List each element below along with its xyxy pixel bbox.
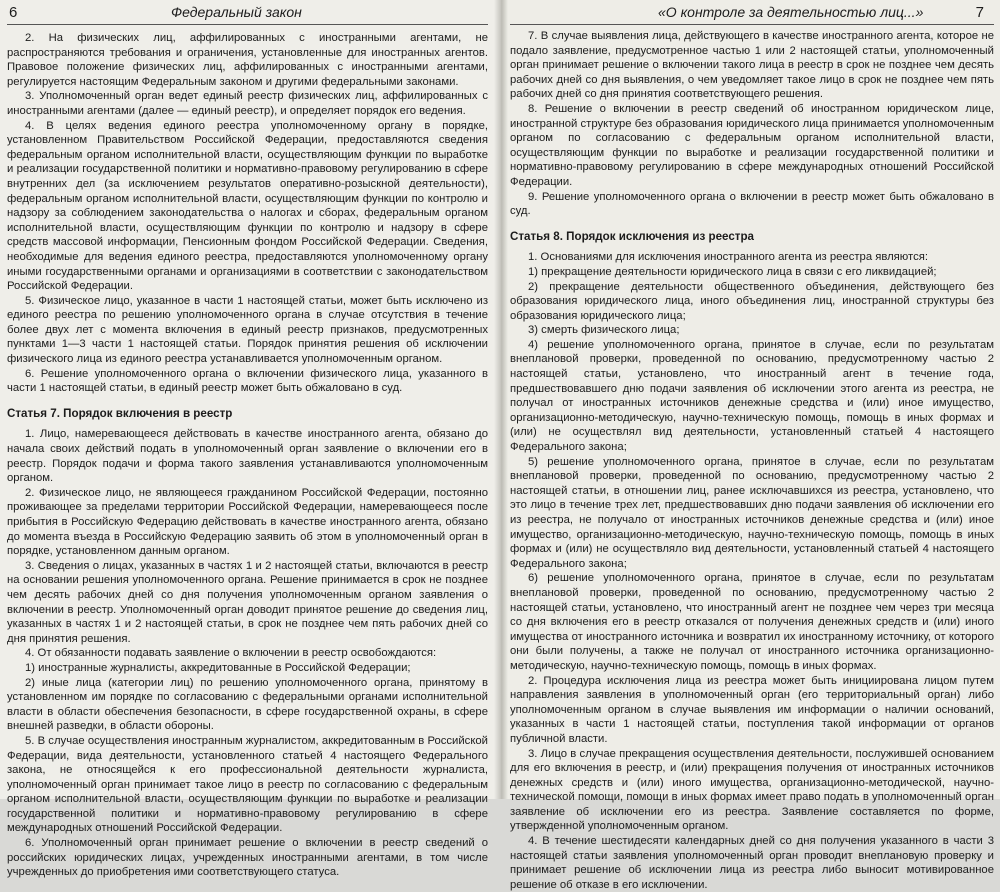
page-number: 7 [975, 4, 984, 21]
paragraph: 3) смерть физического лица; [528, 324, 680, 337]
page-body [7, 31, 488, 880]
running-title: «О контроле за деятельностью лиц...» [658, 4, 924, 20]
paragraph: 4. От обязанности подавать заявление о включении в реестр освобождаются: [25, 647, 437, 660]
paragraph: 2. Физическое лицо, не являющееся гражданином Российской Федерации, постоянно проживающее за пределами территории Российской Федерации, намеревающееся после прибытия в Российскую Федерацию действовать в качестве иностранного агента, обязано до момента въезда в Российскую Федерацию заявить об этом в уполномоченный орган в порядке, установленном данным органом. [7, 486, 488, 558]
paragraph: 2. Процедура исключения лица из реестра может быть инициирована лицом путем направления заявления в уполномоченный орган (его территориальный орган) либо уполномоченным органом в случае выявления им информации о наличии оснований, указанных в части 1 настоящей статьи, поступления такой информации от органов публичной власти. [510, 674, 994, 745]
paragraph: 3. Сведения о лицах, указанных в частях 1 и 2 настоящей статьи, включаются в реестр на основании решения уполномоченного органа. Решение принимается в срок не позднее чем десять рабочих дней со дня получения уполномоченным органом заявления о включении в реестр. Уполномоченный орган доводит принятое решение до сведения лиц, указанных в частях 1 и 2 настоящей статьи, в срок не позднее чем пять рабочих дней со дня принятия решения. [7, 559, 488, 645]
page-body [510, 29, 994, 892]
paragraph: 1) иностранные журналисты, аккредитованные в Российской Федерации; [25, 661, 411, 674]
paragraph: 4. В течение шестидесяти календарных дней со дня получения указанного в части 3 настоящей статьи заявления уполномоченный орган проводит внеплановую проверку и принимает решение об исключении лица из реестра либо выносит мотивированное решение об отказе в его исключении. [510, 835, 994, 891]
paragraph: 2) прекращение деятельности общественного объединения, действующего без образования юридического лица, иного объединения лиц, иностранной структуры без образования юридического лица; [510, 280, 994, 322]
paragraph: 1. Лицо, намеревающееся действовать в качестве иностранного агента, обязано до начала своих действий подать в уполномоченный орган заявление о включении его в реестр. Порядок подачи и форма такого заявления устанавливаются уполномоченным органом. [7, 428, 488, 485]
paragraph: 6. Уполномоченный орган принимает решение о включении в реестр сведений о российских юридических лицах, учрежденных иностранными агентами, в том числе учрежденных до приобретения ими соответствующего статуса. [7, 837, 488, 879]
paragraph: 4. В целях ведения единого реестра уполномоченному органу в порядке, установленном Правительством Российской Федерации, предоставляются сведения федеральным органом исполнительной власти, осуществляющим функции по выработке и реализации государственной политики и нормативно-правовому регулированию в сфере внутренних дел (за исключением результатов оперативно-розыскной деятельности), федеральным органом исполнительной власти, осуществляющим функции по контролю и надзору за соблюдением законодательства о налогах и сборах, федеральным органом исполнительной власти, осуществляющим функции по контролю и надзору в сфере средств массовой информации, Пенсионным фондом Российской Федерации. Сведения, необходимые для ведения единого реестра, предоставляются уполномоченному органу иными государственными органами и организациями в соответствии с законодательством Российской Федерации. [7, 119, 488, 293]
book-gutter [494, 0, 508, 799]
paragraph: 2) иные лица (категории лиц) по решению уполномоченного органа, принятому в установленном им порядке по согласованию с федеральными органами исполнительной власти в области обеспечения безопасности, в сфере государственной охраны, в сфере внешней разведки, в области обороны. [7, 676, 488, 733]
page-header [510, 0, 994, 25]
running-title: Федеральный закон [171, 4, 302, 20]
paragraph: 4) решение уполномоченного органа, принятое в случае, если по результатам внеплановой проверки, проведенной по основанию, предусмотренному частью 2 настоящей статьи, установлено, что иностранный агент в течение года, предшествовавшего дню подачи заявления об исключении этого агента из реестра, не получал от иностранных источников денежные средства и (или) иное имущество, организационно-методическую, научно-техническую помощь, помощь в иных формах и (или) не осуществлял вид деятельности, установленный статьей 4 настоящего Федерального закона; [510, 338, 994, 454]
paragraph: 5. В случае осуществления иностранным журналистом, аккредитованным в Российской Федерации, вида деятельности, установленного статьей 4 настоящего Федерального закона, не относящейся к его профессиональной деятельности журналиста, уполномоченный орган принимает такое лицо в реестр по согласованию с федеральным органом исполнительной власти, осуществляющим функции по выработке и реализации государственной политики и нормативно-правовому регулированию в сфере международных отношений Российской Федерации. [7, 734, 488, 835]
article-heading: Статья 7. Порядок включения в реестр [7, 406, 233, 420]
paragraph: 7. В случае выявления лица, действующего в качестве иностранного агента, которое не подало заявление, предусмотренное частью 1 или 2 настоящей статьи, уполномоченный орган принимает решение о включении такого лица в реестр в срок не позднее чем десять рабочих дней со дня выявления, о чем уведомляет такое лицо в срок не позднее чем пять рабочих дней со дня принятия соответствующего решения. [510, 30, 994, 101]
page-header [7, 0, 488, 25]
paragraph: 2. На физических лиц, аффилированных с иностранными агентами, не распространяются требования и ограничения, установленные для иностранных агентов. Правовое положение физических лиц, аффилированных с иностранными агентами, регулируется настоящим Федеральным законом и другими федеральными законами. [7, 32, 488, 88]
paragraph: 3. Уполномоченный орган ведет единый реестр физических лиц, аффилированных с иностранными агентами (далее — единый реестр), и определяет порядок его ведения. [7, 90, 488, 117]
paragraph: 1. Основаниями для исключения иностранного агента из реестра являются: [528, 251, 928, 264]
left-page [0, 0, 500, 879]
paragraph: 6. Решение уполномоченного органа о включении физического лица, указанного в части 1 настоящей статьи, в единый реестр может быть обжаловано в суд. [7, 367, 488, 395]
page-number: 6 [9, 4, 18, 21]
paragraph: 6) решение уполномоченного органа, принятое в случае, если по результатам внеплановой проверки, проведенной по основанию, предусмотренному частью 2 настоящей статьи, установлено, что иностранный агент не позднее чем через три месяца со дня включения его в реестр отказался от получения денежных средств и (или) иного имущества от иностранного источника и возвратил их иностранному источнику, от которого они были получены, а также не получал от иностранного источника организационно-методическую, научно-техническую помощь, помощь в иных формах. [510, 572, 994, 672]
paragraph: 1) прекращение деятельности юридического лица в связи с его ликвидацией; [528, 265, 937, 278]
paragraph: 5) решение уполномоченного органа, принятое в случае, если по результатам внеплановой проверки, проведенной по основанию, предусмотренному частью 2 настоящей статьи, в отношении лиц, ранее исключавшихся из реестра, установлено, что это лицо в течение трех лет, предшествовавших дню подачи заявления об исключении его из реестра, не получало от иностранных источников денежные средства и (или) иное имущество, организационно-методическую, научно-техническую помощь, помощь в иных формах и (или) не осуществляло вид деятельности, установленный статьей 4 настоящего Федерального закона; [510, 455, 994, 570]
article-heading: Статья 8. Порядок исключения из реестра [510, 229, 754, 243]
paragraph: 5. Физическое лицо, указанное в части 1 настоящей статьи, может быть исключено из единого реестра по решению уполномоченного органа в случае отсутствия в течение более двух лет с момента включения в единый реестр признаков, предусмотренных пунктами 1—3 части 1 настоящей статьи. Порядок принятия решения об исключении физического лица из единого реестра устанавливается уполномоченным органом. [7, 294, 488, 366]
paragraph: 9. Решение уполномоченного органа о включении в реестр может быть обжаловано в суд. [510, 190, 994, 218]
paragraph: 3. Лицо в случае прекращения осуществления деятельности, послужившей основанием для его включения в реестр, и (или) прекращения получения от иностранных источников денежных средств и (или) иного имущества, организационно-методической, научно-технической помощи, помощи в иных формах имеет право подать в уполномоченный орган заявление об исключении его из реестра. Заявление составляется по форме, утвержденной уполномоченным органом. [510, 747, 994, 833]
paragraph: 8. Решение о включении в реестр сведений об иностранном юридическом лице, иностранной структуре без образования юридического лица принимается уполномоченным органом по согласованию с федеральным органом исполнительной власти, осуществляющим функции по выработке и реализации государственной политики и нормативно-правовому регулированию в сфере международных отношений Российской Федерации. [510, 102, 994, 188]
right-page [500, 0, 1000, 891]
